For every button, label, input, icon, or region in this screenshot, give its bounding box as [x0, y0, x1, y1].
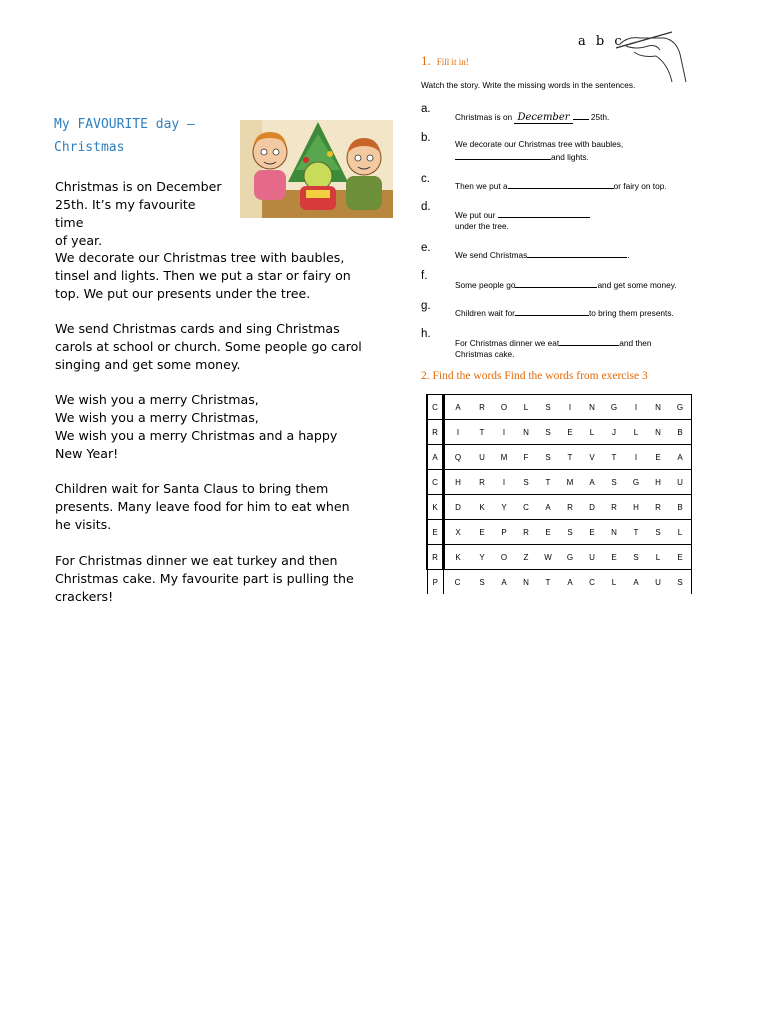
grid-cell[interactable]: R — [559, 495, 581, 520]
grid-cell[interactable]: E — [537, 520, 559, 545]
grid-cell[interactable]: R — [427, 545, 444, 570]
grid-cell[interactable]: V — [581, 445, 603, 470]
story-p5-text: Children wait for Santa Claus to bring them presents. Many leave food for him to eat when he visits. — [55, 481, 350, 532]
grid-cell[interactable]: G — [669, 395, 692, 420]
exercise-1-instructions: Watch the story. Write the missing words in the sentences. — [421, 80, 636, 90]
item-e-after: . — [627, 250, 630, 260]
grid-row — [427, 445, 692, 470]
grid-cell[interactable]: E — [581, 520, 603, 545]
story-paragraph-5 — [55, 480, 360, 534]
grid-cell[interactable]: B — [669, 495, 692, 520]
grid-cell[interactable]: S — [537, 445, 559, 470]
grid-row — [427, 520, 692, 545]
item-h-blank[interactable] — [559, 336, 619, 346]
story-p6-text: For Christmas dinner we eat turkey and then Christmas cake. My favourite part is pulling the crackers! — [55, 553, 354, 604]
grid-cell[interactable]: T — [545, 577, 551, 587]
grid-cell[interactable]: S — [515, 470, 537, 495]
grid-row — [427, 470, 692, 495]
grid-cell[interactable]: H — [647, 470, 669, 495]
item-h-before: For Christmas dinner we eat — [455, 338, 560, 348]
grid-cell[interactable]: U — [655, 577, 661, 587]
item-f-letter: f. — [421, 270, 428, 282]
grid-cell[interactable]: H — [444, 470, 472, 495]
grid-cell[interactable]: M — [559, 470, 581, 495]
grid-cell[interactable]: E — [647, 445, 669, 470]
story-paragraph-2 — [55, 249, 360, 303]
item-a-letter: a. — [421, 103, 431, 115]
grid-cell[interactable]: T — [603, 445, 625, 470]
item-a-text — [455, 110, 735, 124]
grid-cell[interactable]: K — [444, 545, 472, 570]
grid-cell[interactable]: N — [515, 420, 537, 445]
grid-cell[interactable]: L — [611, 577, 617, 587]
grid-cell[interactable]: A — [444, 395, 472, 420]
item-g-text — [455, 306, 735, 319]
grid-cell[interactable]: T — [625, 520, 647, 545]
item-h-line2: Christmas cake. — [455, 349, 515, 359]
grid-cell[interactable]: Y — [471, 545, 493, 570]
grid-cell[interactable]: L — [669, 520, 692, 545]
story-p2-text: We decorate our Christmas tree with baubles, tinsel and lights. Then we put a star or fairy on top. We put our presents under the tree. — [55, 250, 351, 301]
grid-row — [427, 395, 692, 420]
grid-cell[interactable]: G — [625, 470, 647, 495]
item-e-before: We send Christmas — [455, 250, 528, 260]
exercise-1-title: Fill it in! — [436, 57, 469, 67]
grid-cell[interactable]: G — [559, 545, 581, 570]
christmas-illustration — [240, 120, 393, 218]
grid-cell[interactable]: U — [471, 445, 493, 470]
grid-cell[interactable]: N — [603, 520, 625, 545]
grid-cell[interactable]: U — [669, 470, 692, 495]
grid-cell[interactable]: P — [427, 570, 444, 595]
abc-label: a b c — [578, 34, 625, 49]
grid-cell[interactable]: A — [581, 470, 603, 495]
grid-cell[interactable]: R — [427, 420, 444, 445]
grid-cell[interactable]: W — [537, 545, 559, 570]
grid-cell[interactable]: S — [537, 420, 559, 445]
item-a-answer[interactable]: December — [514, 112, 572, 124]
grid-cell[interactable]: N — [581, 395, 603, 420]
grid-cell[interactable]: L — [647, 545, 669, 570]
grid-cell[interactable]: C — [589, 577, 595, 587]
grid-cell[interactable]: M — [493, 445, 515, 470]
grid-cell[interactable]: A — [567, 577, 573, 587]
grid-cell[interactable]: S — [537, 395, 559, 420]
grid-row — [427, 420, 692, 445]
story-paragraph-3 — [55, 320, 365, 374]
item-d-before: We put our — [455, 210, 496, 220]
item-h-after: and then — [619, 338, 652, 348]
grid-cell[interactable]: E — [471, 520, 493, 545]
story-paragraph-1 — [55, 178, 225, 250]
item-e-letter: e. — [421, 242, 431, 254]
grid-cell[interactable]: G — [603, 395, 625, 420]
item-g-before: Children wait for — [455, 308, 515, 318]
grid-cell[interactable]: S — [669, 570, 692, 595]
grid-cell[interactable]: F — [515, 445, 537, 470]
item-c-after: or fairy on top. — [613, 181, 667, 191]
item-h-text — [455, 336, 735, 360]
grid-cell[interactable]: A — [537, 495, 559, 520]
grid-cell[interactable]: S — [625, 545, 647, 570]
item-e-blank[interactable] — [527, 248, 630, 260]
grid-cell[interactable]: X — [444, 520, 472, 545]
grid-cell[interactable]: L — [515, 395, 537, 420]
grid-cell[interactable]: O — [493, 395, 515, 420]
grid-cell[interactable]: I — [493, 420, 515, 445]
grid-cell[interactable]: N — [647, 395, 669, 420]
grid-cell[interactable]: K — [427, 495, 444, 520]
grid-cell[interactable]: S — [479, 577, 485, 587]
grid-cell[interactable]: J — [603, 420, 625, 445]
grid-cell[interactable]: C — [515, 495, 537, 520]
grid-cell[interactable]: Z — [515, 545, 537, 570]
grid-cell[interactable]: E — [603, 545, 625, 570]
grid-cell[interactable]: K — [471, 495, 493, 520]
story-p1-line2: 25th. It’s my favourite time — [55, 197, 196, 230]
item-a-before: Christmas is on — [455, 112, 513, 122]
grid-cell[interactable]: T — [537, 470, 559, 495]
item-c-before: Then we put a — [455, 181, 508, 191]
exercise-1-heading — [421, 52, 469, 70]
grid-cell[interactable]: N — [523, 577, 529, 587]
story-paragraph-4 — [55, 391, 355, 463]
item-f-blank[interactable] — [515, 278, 597, 288]
grid-cell[interactable]: S — [603, 470, 625, 495]
grid-cell[interactable]: C — [427, 395, 444, 420]
item-f-text — [455, 278, 735, 291]
grid-cell[interactable]: D — [581, 495, 603, 520]
grid-cell[interactable]: P — [493, 520, 515, 545]
grid-cell[interactable]: L — [581, 420, 603, 445]
item-b-blank[interactable] — [455, 150, 551, 160]
grid-cell[interactable]: R — [603, 495, 625, 520]
grid-cell[interactable]: I — [625, 445, 647, 470]
story-p1-line1: Christmas is on December — [55, 179, 222, 194]
grid-cell[interactable]: E — [427, 520, 444, 545]
grid-cell[interactable]: A — [633, 577, 639, 587]
story-p4-line3: We wish you a merry Christmas and a happy New Year! — [55, 428, 338, 461]
item-b-line1: We decorate our Christmas tree with baubles, — [455, 139, 624, 149]
item-e-text — [455, 248, 735, 261]
grid-cell[interactable]: O — [493, 545, 515, 570]
item-h-letter: h. — [421, 328, 431, 340]
story-paragraph-6 — [55, 552, 360, 606]
grid-cell[interactable]: N — [647, 420, 669, 445]
grid-cell[interactable]: H — [625, 495, 647, 520]
grid-cell[interactable]: A — [669, 445, 692, 470]
grid-cell[interactable]: R — [515, 520, 537, 545]
grid-cell[interactable]: R — [471, 470, 493, 495]
item-g-blank[interactable] — [515, 306, 589, 316]
grid-cell[interactable]: Q — [444, 445, 472, 470]
item-f-after: and get some money. — [597, 280, 677, 290]
grid-cell[interactable]: B — [669, 420, 692, 445]
item-c-blank[interactable] — [508, 179, 614, 189]
item-d-blank[interactable] — [498, 208, 590, 218]
grid-cell[interactable]: S — [647, 520, 669, 545]
grid-cell[interactable]: S — [559, 520, 581, 545]
story-p3-text: We send Christmas cards and sing Christmas carols at school or church. Some people go carol singing and get some money. — [55, 321, 362, 372]
grid-cell[interactable]: I — [493, 470, 515, 495]
item-d-text — [455, 208, 735, 232]
title-line-2: Christmas — [54, 140, 125, 155]
item-b-after: and lights. — [551, 152, 589, 162]
story-p4-line1: We wish you a merry Christmas, — [55, 392, 259, 407]
item-g-after: to bring them presents. — [588, 308, 674, 318]
item-a-blank-tail — [573, 110, 589, 120]
word-search-grid — [426, 394, 692, 594]
page-title — [54, 114, 244, 158]
grid-cell[interactable]: A — [427, 445, 444, 470]
story-p4-line2: We wish you a merry Christmas, — [55, 410, 259, 425]
item-d-letter: d. — [421, 201, 431, 213]
exercise-1-number: 1. — [421, 53, 431, 68]
grid-cell[interactable]: C — [454, 577, 461, 587]
item-d-line2: under the tree. — [455, 221, 509, 231]
item-f-before: Some people go — [455, 280, 516, 290]
grid-cell[interactable]: I — [625, 395, 647, 420]
grid-cell[interactable]: D — [444, 495, 472, 520]
grid-cell[interactable]: R — [471, 395, 493, 420]
grid-row — [427, 570, 692, 595]
grid-cell[interactable]: E — [669, 545, 692, 570]
item-g-letter: g. — [421, 300, 431, 312]
grid-cell[interactable]: I — [444, 420, 472, 445]
grid-cell[interactable]: U — [581, 545, 603, 570]
item-c-text — [455, 179, 735, 192]
grid-cell[interactable]: R — [647, 495, 669, 520]
grid-cell[interactable]: I — [559, 395, 581, 420]
grid-cell[interactable]: A — [501, 577, 507, 587]
grid-cell[interactable]: L — [625, 420, 647, 445]
item-c-letter: c. — [421, 173, 430, 185]
grid-cell[interactable]: T — [559, 445, 581, 470]
grid-cell[interactable]: E — [559, 420, 581, 445]
exercise-2-heading: 2. Find the words Find the words from exercise 3 — [421, 370, 648, 382]
title-line-1: My FAVOURITE day – — [54, 117, 195, 132]
grid-row — [427, 545, 692, 570]
item-b-letter: b. — [421, 132, 431, 144]
item-a-after: 25th. — [590, 112, 610, 122]
story-p1-line3: of year. — [55, 233, 103, 248]
grid-cell[interactable]: T — [471, 420, 493, 445]
grid-cell[interactable]: C — [427, 470, 444, 495]
grid-cell[interactable]: Y — [493, 495, 515, 520]
item-b-text — [455, 139, 735, 163]
grid-row — [427, 495, 692, 520]
